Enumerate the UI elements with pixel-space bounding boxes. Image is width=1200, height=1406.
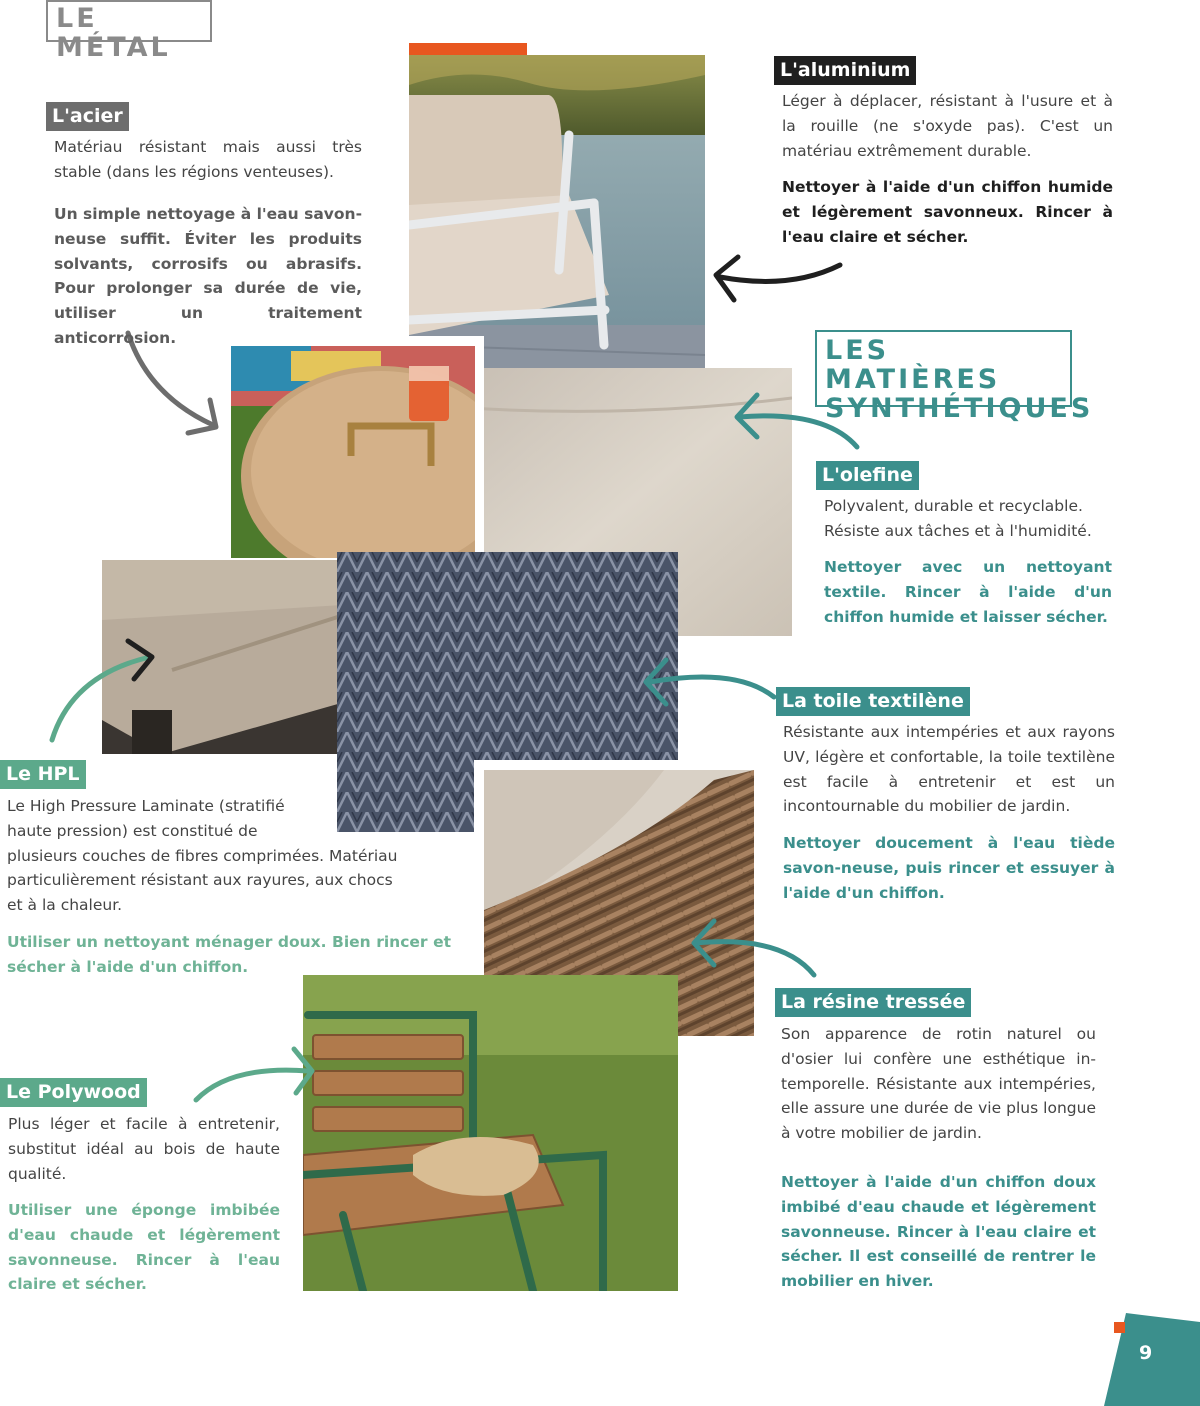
acier-tag: L'acier (46, 102, 129, 131)
arrow-hpl-icon (42, 635, 162, 745)
resine-care: Nettoyer à l'aide d'un chiffon doux imbibé d'eau chaude et légèrement savonneuse. Rincer à l'eau claire et sécher. Il est conseillé de rentrer le mobilier en hiver. (781, 1173, 1096, 1291)
olefine-care: Nettoyer avec un nettoyant textile. Rincer à l'aide d'un chiffon humide et laisser sécher. (824, 558, 1112, 626)
olefine-description (824, 494, 1114, 544)
aluminium-care: Nettoyer à l'aide d'un chiffon humide et légèrement savonneux. Rincer à l'eau claire et sécher. (782, 178, 1113, 246)
polywood-tag: Le Polywood (0, 1078, 147, 1107)
aluminium-description: Léger à déplacer, résistant à l'usure et à la rouille (ne s'oxyde pas). C'est un matériau extrêmement durable. (782, 92, 1113, 160)
section-title-metal: LE MÉTAL (46, 0, 212, 42)
textilene-description: Résistante aux intempéries et aux rayons UV, légère et confortable, la toile textilène est facile à entretenir et est un incontournable du mobilier de jardin. (783, 723, 1115, 816)
arrow-resine-icon (682, 915, 822, 980)
aluminium-tag: L'aluminium (774, 56, 916, 85)
arrow-textilene-icon (636, 652, 781, 712)
arrow-aluminium-icon (700, 245, 850, 315)
acier-table-photo (231, 346, 475, 558)
synth-title-line1: LES MATIÈRES (825, 335, 1001, 396)
olefine-desc-line2: Résiste aux tâches et à l'humidité. (824, 521, 1092, 540)
arrow-olefine-icon (725, 385, 865, 455)
olefine-desc-line1: Polyvalent, durable et recyclable. (824, 497, 1083, 515)
page-number: 9 (1139, 1342, 1153, 1364)
polywood-description: Plus léger et facile à entretenir, substitut idéal au bois de haute qualité. (8, 1115, 280, 1183)
hpl-description (7, 794, 412, 918)
textilene-care: Nettoyer doucement à l'eau tiède savon-neuse, puis rincer et essuyer à l'aide d'un chiffon. (783, 834, 1115, 902)
acier-care: Un simple nettoyage à l'eau savon-neuse suffit. Éviter les produits solvants, corrosifs ou abrasifs. Pour prolonger sa durée de vie, utiliser un traitement anticorrosion. (54, 205, 362, 347)
polywood-care: Utiliser une éponge imbibée d'eau chaude et légèrement savonneuse. Rincer à l'eau claire et sécher. (8, 1201, 280, 1294)
orange-accent-bar (409, 43, 527, 55)
hpl-tag: Le HPL (0, 760, 86, 789)
textilene-tag: La toile textilène (776, 687, 970, 716)
arrow-polywood-icon (190, 1045, 320, 1105)
hpl-desc-line1: Le High Pressure Laminate (stratifié (7, 797, 285, 815)
resine-tag: La résine tressée (775, 988, 971, 1017)
synth-title-line2: SYNTHÉTIQUES (825, 393, 1094, 425)
hpl-care: Utiliser un nettoyant ménager doux. Bien rincer et sécher à l'aide d'un chiffon. (7, 933, 451, 976)
hpl-desc-rest: plusieurs couches de fibres comprimées. Matériau particulièrement résistant aux rayures, aux chocs et à la chaleur. (7, 846, 398, 915)
polywood-chair-photo (303, 975, 678, 1291)
olefine-tag: L'olefine (816, 461, 919, 490)
acier-description: Matériau résistant mais aussi très stable (dans les régions venteuses). (54, 138, 362, 181)
hpl-desc-line2: haute pression) est constitué de (7, 821, 258, 840)
resine-description: Son apparence de rotin naturel ou d'osier lui confère une esthétique in-temporelle. Résistante aux intempéries, elle assure une durée de vie plus longue à votre mobilier de jardin. (781, 1025, 1096, 1143)
